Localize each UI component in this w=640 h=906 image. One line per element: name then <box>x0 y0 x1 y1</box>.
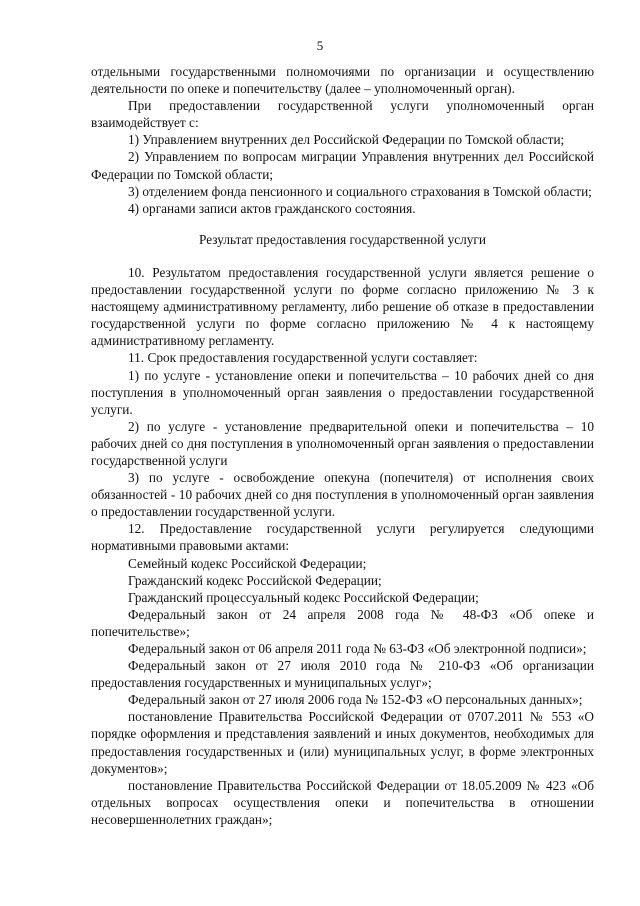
legal-act-item: Семейный кодекс Российской Федерации; <box>128 555 367 571</box>
legal-act-item: Федеральный закон от 06 апреля 2011 года № 63-ФЗ «Об электронной подписи»; <box>128 641 587 656</box>
continuation-paragraph: отдельными государственными полномочиями по организации и осуществлению деятельности по опеке и попечительству (далее – уполномоченный орган). <box>91 64 594 97</box>
legal-act-item: Федеральный закон от 27 июля 2010 года № 210-ФЗ «Об организации предоставления государственных и муниципальных услуг»; <box>91 658 594 691</box>
document-body <box>91 63 594 828</box>
term-item: 2) по услуге - установление предварительной опеки и попечительства – 10 рабочих дней со дня поступления в уполномоченный орган заявления о предоставлении государственной услуги <box>91 418 594 468</box>
paragraph-10: 10. Результатом предоставления государственной услуги является решение о предоставлении государственной услуги по форме согласно приложению № 3 к настоящему административному регламенту, либо решение об отказе в предоставлении государственной услуги по форме согласно приложению № 4 к настоящему административному регламенту. <box>91 264 594 349</box>
legal-act-item: Федеральный закон от 24 апреля 2008 года № 48-ФЗ «Об опеке и попечительстве»; <box>91 606 594 639</box>
term-item: 3) по услуге - освобождение опекуна (попечителя) от исполнения своих обязанностей - 10 рабочих дней со дня поступления в уполномоченный орган заявления о предоставлении государственной услуги. <box>91 470 594 520</box>
interaction-item: 3) отделением фонда пенсионного и социального страхования в Томской области; <box>128 183 592 199</box>
page-number: 5 <box>316 38 324 53</box>
legal-act-item: Гражданский кодекс Российской Федерации; <box>128 572 382 588</box>
interaction-item: 1) Управлением внутренних дел Российской Федерации по Томской области; <box>128 132 565 148</box>
paragraph-12: 12. Предоставление государственной услуги регулируется следующими нормативными правовыми актами: <box>91 521 594 554</box>
legal-act-item: постановление Правительства Российской Федерации от 0707.2011 № 553 «О порядке оформления и представления заявлений и иных документов, необходимых для предоставления государственных и (или) муниципальных услуг, в форме электронных документов»; <box>91 709 594 776</box>
interaction-item: 4) органами записи актов гражданского состояния. <box>128 200 416 216</box>
paragraph-11: 11. Срок предоставления государственной услуги составляет: <box>128 350 478 366</box>
interaction-lead-paragraph: При предоставлении государственной услуги уполномоченный орган взаимодействует с: <box>91 98 594 131</box>
section-heading: Результат предоставления государственной услуги <box>199 231 486 247</box>
legal-act-item: Гражданский процессуальный кодекс Российской Федерации; <box>128 589 479 605</box>
legal-act-item: Федеральный закон от 27 июля 2006 года № 152-ФЗ «О персональных данных»; <box>128 692 583 708</box>
interaction-item: 2) Управлением по вопросам миграции Управления внутренних дел Российской Федерации по Томской области; <box>91 149 594 182</box>
term-item: 1) по услуге - установление опеки и попечительства – 10 рабочих дней со дня поступления в уполномоченный орган заявления о предоставлении государственной услуги. <box>91 367 594 417</box>
legal-act-item: постановление Правительства Российской Федерации от 18.05.2009 № 423 «Об отдельных вопросах осуществления опеки и попечительства в отношении несовершеннолетних граждан»; <box>91 777 594 827</box>
